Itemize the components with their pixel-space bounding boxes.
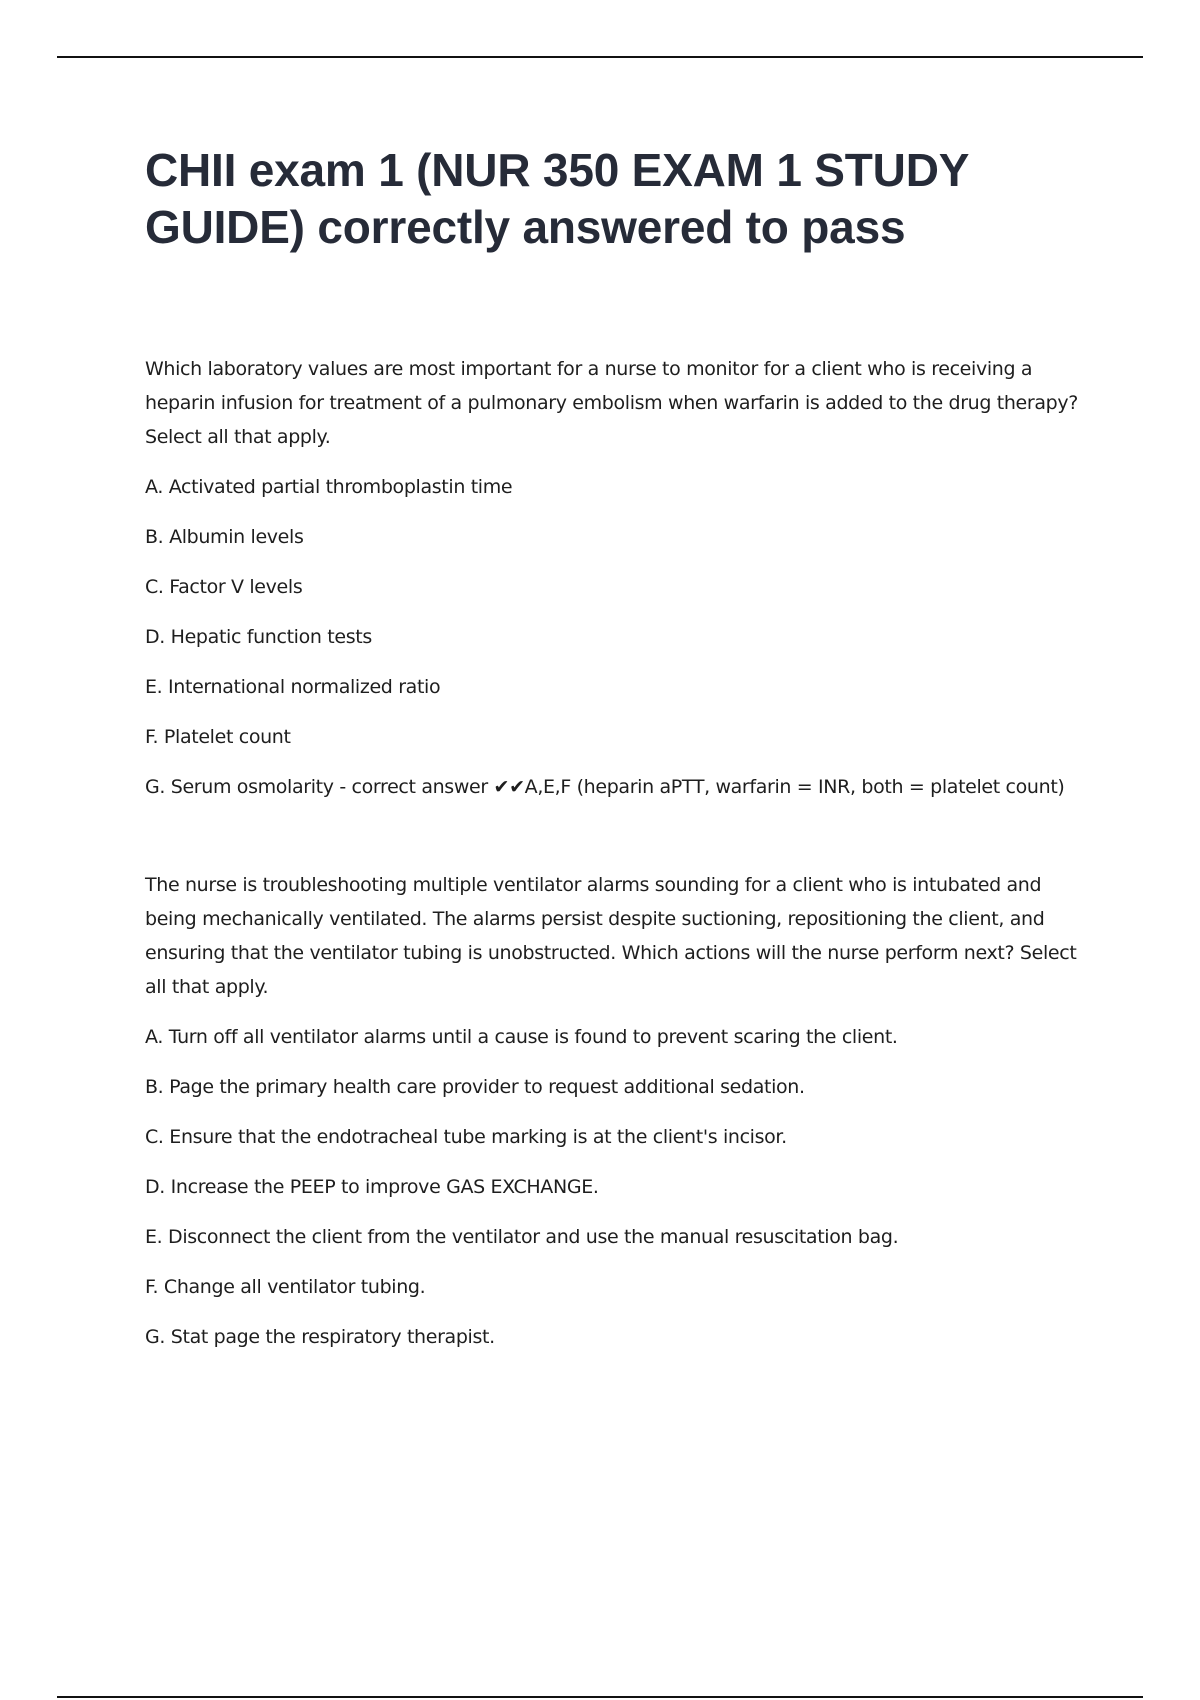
document-body [145, 142, 1080, 1354]
bottom-rule [57, 1696, 1143, 1698]
question-1-option-c: C. Factor V levels [145, 576, 303, 598]
question-1-options [145, 470, 1080, 804]
question-2-option-c: C. Ensure that the endotracheal tube marking is at the client's incisor. [145, 1126, 787, 1148]
question-1-option-e: E. International normalized ratio [145, 676, 441, 698]
question-2-option-e: E. Disconnect the client from the ventilator and use the manual resuscitation bag. [145, 1226, 899, 1248]
question-2-option-b: B. Page the primary health care provider to request additional sedation. [145, 1076, 805, 1098]
question-1-option-a: A. Activated partial thromboplastin time [145, 476, 513, 498]
question-2-option-a: A. Turn off all ventilator alarms until a cause is found to prevent scaring the client. [145, 1026, 898, 1048]
document-title: CHII exam 1 (NUR 350 EXAM 1 STUDY GUIDE) correctly answered to pass [145, 144, 969, 253]
question-2-text: The nurse is troubleshooting multiple ventilator alarms sounding for a client who is intubated and being mechanically ventilated. The alarms persist despite suctioning, repositioning the client, and ensuring that the ventilator tubing is unobstructed. Which actions will the nurse perform next? Select all that apply. [145, 874, 1077, 998]
question-1-option-d: D. Hepatic function tests [145, 626, 372, 648]
question-2-option-g: G. Stat page the respiratory therapist. [145, 1326, 495, 1348]
question-1 [145, 352, 1080, 804]
top-rule [57, 56, 1143, 58]
question-2 [145, 868, 1080, 1354]
question-2-option-d: D. Increase the PEEP to improve GAS EXCHANGE. [145, 1176, 599, 1198]
question-1-option-b: B. Albumin levels [145, 526, 304, 548]
question-1-option-f: F. Platelet count [145, 726, 291, 748]
question-1-option-g-answer: G. Serum osmolarity - correct answer ✔✔A,E,F (heparin aPTT, warfarin = INR, both = platelet count) [145, 776, 1065, 798]
question-1-text: Which laboratory values are most important for a nurse to monitor for a client who is receiving a heparin infusion for treatment of a pulmonary embolism when warfarin is added to the drug therapy? Select all that apply. [145, 358, 1078, 448]
question-2-options [145, 1020, 1080, 1354]
question-2-option-f: F. Change all ventilator tubing. [145, 1276, 426, 1298]
